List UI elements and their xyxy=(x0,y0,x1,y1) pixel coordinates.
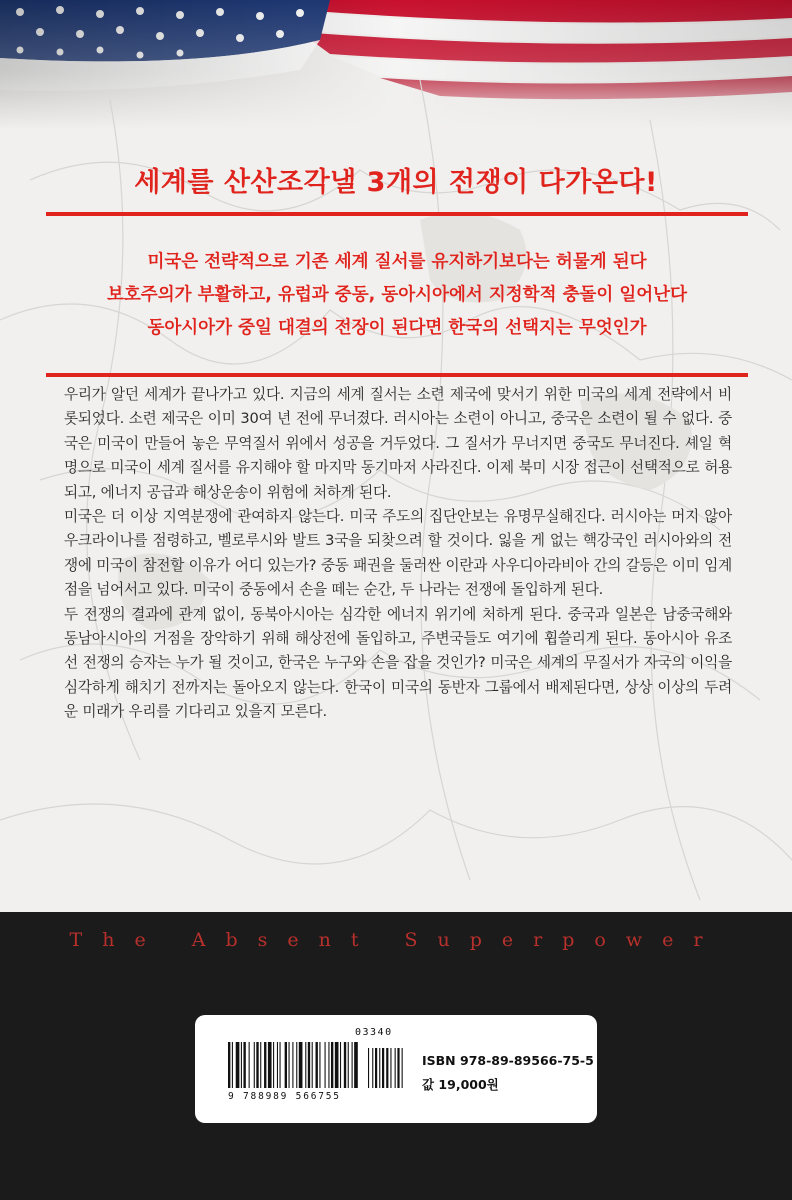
isbn-text: ISBN 978-89-89566-75-5 xyxy=(422,1053,594,1068)
body-paragraph: 미국은 더 이상 지역분쟁에 관여하지 않는다. 미국 주도의 집단안보는 유명무실해진다. 러시아는 머지 않아 우크라이나를 점령하고, 벨로루시와 발트 3국을 되찾으려 할 것이다. 잃을 게 없는 핵강국인 러시아와의 전쟁에 미국이 참전할 이유가 어디 있는가? 중동 패권을 둘러싼 이란과 사우디아라비아 간의 갈등은 이미 임계점을 넘어서고 있다. 미국이 중동에서 손을 떼는 순간, 두 나라는 전쟁에 돌입하게 된다. xyxy=(64,508,732,599)
barcode-digits: 9 788989 566755 xyxy=(228,1091,341,1102)
subhead-line: 보호주의가 부활하고, 유럽과 중동, 동아시아에서 지정학적 충돌이 일어난다 xyxy=(107,285,687,305)
price-text: 값 19,000원 xyxy=(422,1077,499,1092)
body-text xyxy=(64,383,732,725)
barcode-icon xyxy=(228,1042,418,1090)
barcode-panel xyxy=(195,1015,597,1123)
headline: 세계를 산산조각낼 3개의 전쟁이 다가온다! xyxy=(134,167,658,198)
body-paragraph: 우리가 알던 세계가 끝나가고 있다. 지금의 세계 질서는 소련 제국에 맞서기 위한 미국의 세계 전략에서 비롯되었다. 소련 제국은 이미 30여 년 전에 무너졌다. 러시아는 소련이 아니고, 중국은 소련이 될 수 없다. 중국은 미국이 만들어 놓은 무역질서 위에서 성공을 거두었다. 그 질서가 무너지면 중국도 무너진다. 셰일 혁명으로 미국이 세계 질서를 유지해야 할 마지막 동기마저 사라진다. 이제 북미 시장 접근이 선택적으로 허용되고, 에너지 공급과 해상운송이 위험에 처하게 된다. xyxy=(64,386,732,501)
bottom-divider xyxy=(46,373,748,377)
barcode-addon: 03340 xyxy=(355,1027,393,1038)
body-paragraph: 두 전쟁의 결과에 관계 없이, 동북아시아는 심각한 에너지 위기에 처하게 된다. 중국과 일본은 남중국해와 동남아시아의 거점을 장악하기 위해 해상전에 돌입하고, 주변국들도 여기에 휩쓸리게 된다. 동아시아 유조선 전쟁의 승자는 누가 될 것이고, 한국은 누구와 손을 잡을 것인가? 미국은 세계의 무질서가 자국의 이익을 심각하게 해치기 전까지는 돌아오지 않는다. 한국이 미국의 동반자 그룹에서 배제된다면, 상상 이상의 두려운 미래가 우리를 기다리고 있을지 모른다. xyxy=(64,605,732,721)
subhead-line: 동아시아가 중일 대결의 전장이 된다면 한국의 선택지는 무엇인가 xyxy=(147,318,647,338)
series-title: The Absent Superpower xyxy=(69,929,723,951)
top-divider xyxy=(46,212,748,216)
subhead-line: 미국은 전략적으로 기존 세계 질서를 유지하기보다는 허물게 된다 xyxy=(147,252,647,272)
subheads xyxy=(46,246,748,345)
